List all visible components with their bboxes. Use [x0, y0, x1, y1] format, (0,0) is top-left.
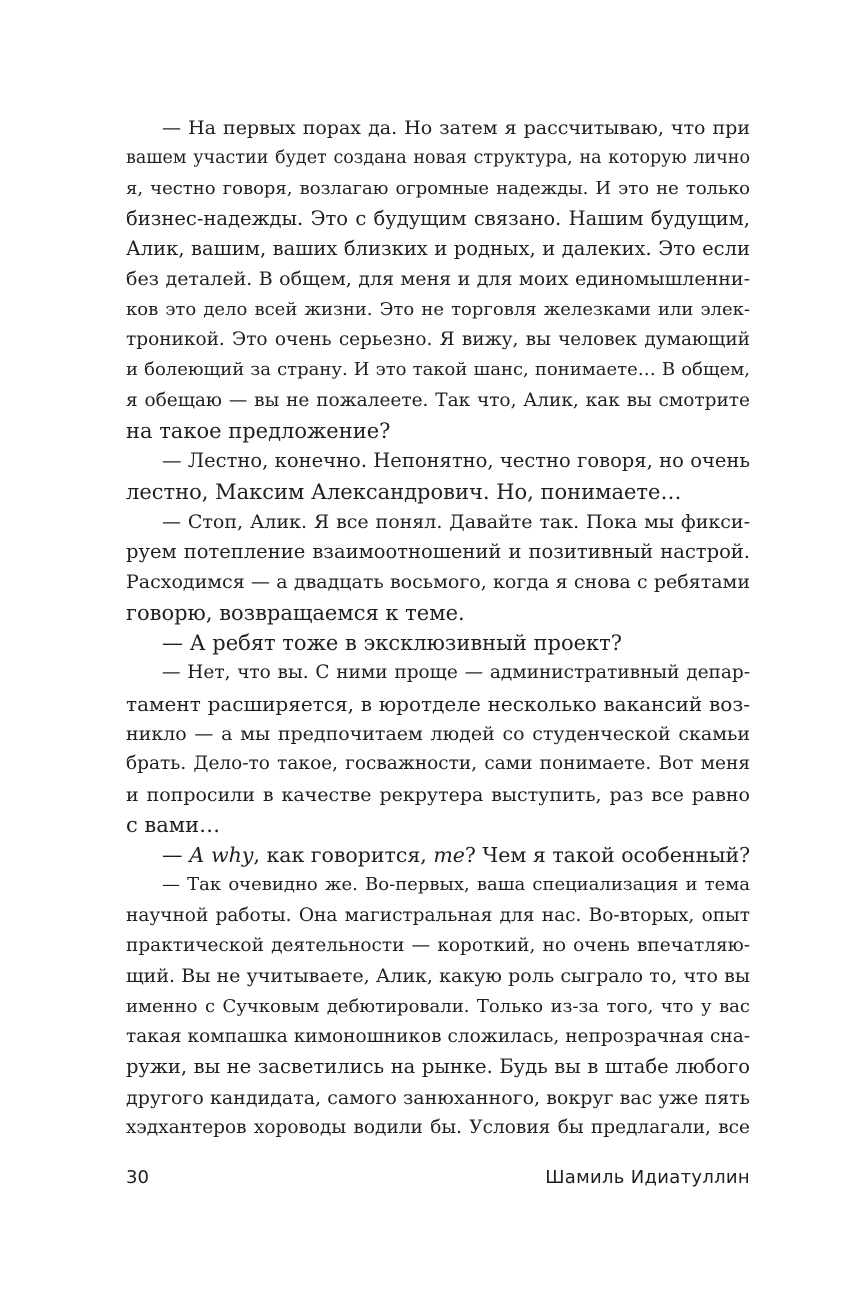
text-line: говорю, возвращаемся к теме. [126, 600, 465, 625]
text-line: с вами… [126, 812, 221, 837]
page-number: 30 [126, 1167, 149, 1188]
text-line: без деталей. В общем, для меня и для моих единомышленни- [126, 268, 750, 291]
text-line: — На первых порах да. Но затем я рассчитываю, что при [162, 117, 750, 139]
text-line: ружи, вы не засветились на рынке. Будь вы в штабе любого [126, 1055, 750, 1079]
text-line: Алик, вашим, ваших близких и родных, и далеких. Это если [126, 237, 750, 261]
text-line: тамент расширяется, в юротделе несколько вакансий воз- [126, 691, 750, 716]
text-line: хэдхантеров хороводы водили бы. Условия бы предлагали, все [126, 1116, 750, 1138]
text-line: бизнес-надежды. Это с будущим связано. Нашим будущим, [126, 206, 750, 230]
text-line: Расходимся — а двадцать восьмого, когда я снова с ребятами [126, 571, 750, 594]
text-line: научной работы. Она магистральная для нас. Во-вторых, опыт [126, 904, 750, 926]
text-line: — Нет, что вы. С ними проще — административный депар- [162, 662, 750, 684]
text-line: никло — а мы предпочитаем людей со студенческой скамьи [126, 722, 750, 745]
text-line: брать. Дело-то такое, госважности, сами понимаете. Вот меня [126, 753, 750, 775]
text-fragment: ? Чем я такой особенный? [464, 843, 751, 868]
text-line: ков это дело всей жизни. Это не торговля железками или элек- [126, 298, 750, 320]
text-line: — А ребят тоже в эксклюзивный проект? [162, 631, 623, 656]
text-line: другого кандидата, самого занюханного, вокруг вас уже пять [126, 1086, 750, 1109]
text-line: лестно, Максим Александрович. Но, понимаете… [126, 479, 682, 504]
dash: — [162, 843, 190, 868]
text-line: я, честно говоря, возлагаю огромные надежды. И это не только [126, 177, 750, 199]
text-line: на такое предложение? [126, 418, 391, 443]
text-line: вашем участии будет создана новая структура, на которую лично [126, 148, 750, 169]
text-line: — Стоп, Алик. Я все понял. Давайте так. Пока мы фикси- [162, 510, 750, 533]
text-line: и попросили в качестве рекрутера выступить, раз все равно [126, 783, 750, 806]
text-line: я обещаю — вы не пожалеете. Так что, Алик, как вы смотрите [126, 389, 750, 411]
text-line: — Так очевидно же. Во-первых, ваша специализация и тема [162, 874, 750, 896]
page-footer [126, 1167, 750, 1193]
text-line: практической деятельности — короткий, но очень впечатляю- [126, 935, 750, 957]
text-line: такая компашка кимоношников сложилась, непрозрачная сна- [126, 1025, 750, 1047]
running-header-author: Шамиль Идиатуллин [545, 1167, 750, 1188]
text-line: руем потепление взаимоотношений и позитивный настрой. [126, 540, 750, 564]
text-fragment: , как говорится, [253, 843, 434, 868]
italic-phrase: А why [189, 843, 254, 868]
text-line: и болеющий за страну. И это такой шанс, понимаете… В общем, [126, 359, 750, 381]
text-line: троникой. Это очень серьезно. Я вижу, вы человек думающий [126, 329, 750, 351]
text-line: — Лестно, конечно. Непонятно, честно говоря, но очень [162, 449, 750, 473]
italic-word: me [433, 843, 465, 868]
text-line-with-italic [126, 840, 750, 870]
body-text [126, 113, 750, 1143]
text-line: щий. Вы не учитываете, Алик, какую роль сыграло то, что вы [126, 965, 750, 988]
text-line: именно с Сучковым дебютировали. Только из-за того, что у вас [126, 995, 750, 1017]
